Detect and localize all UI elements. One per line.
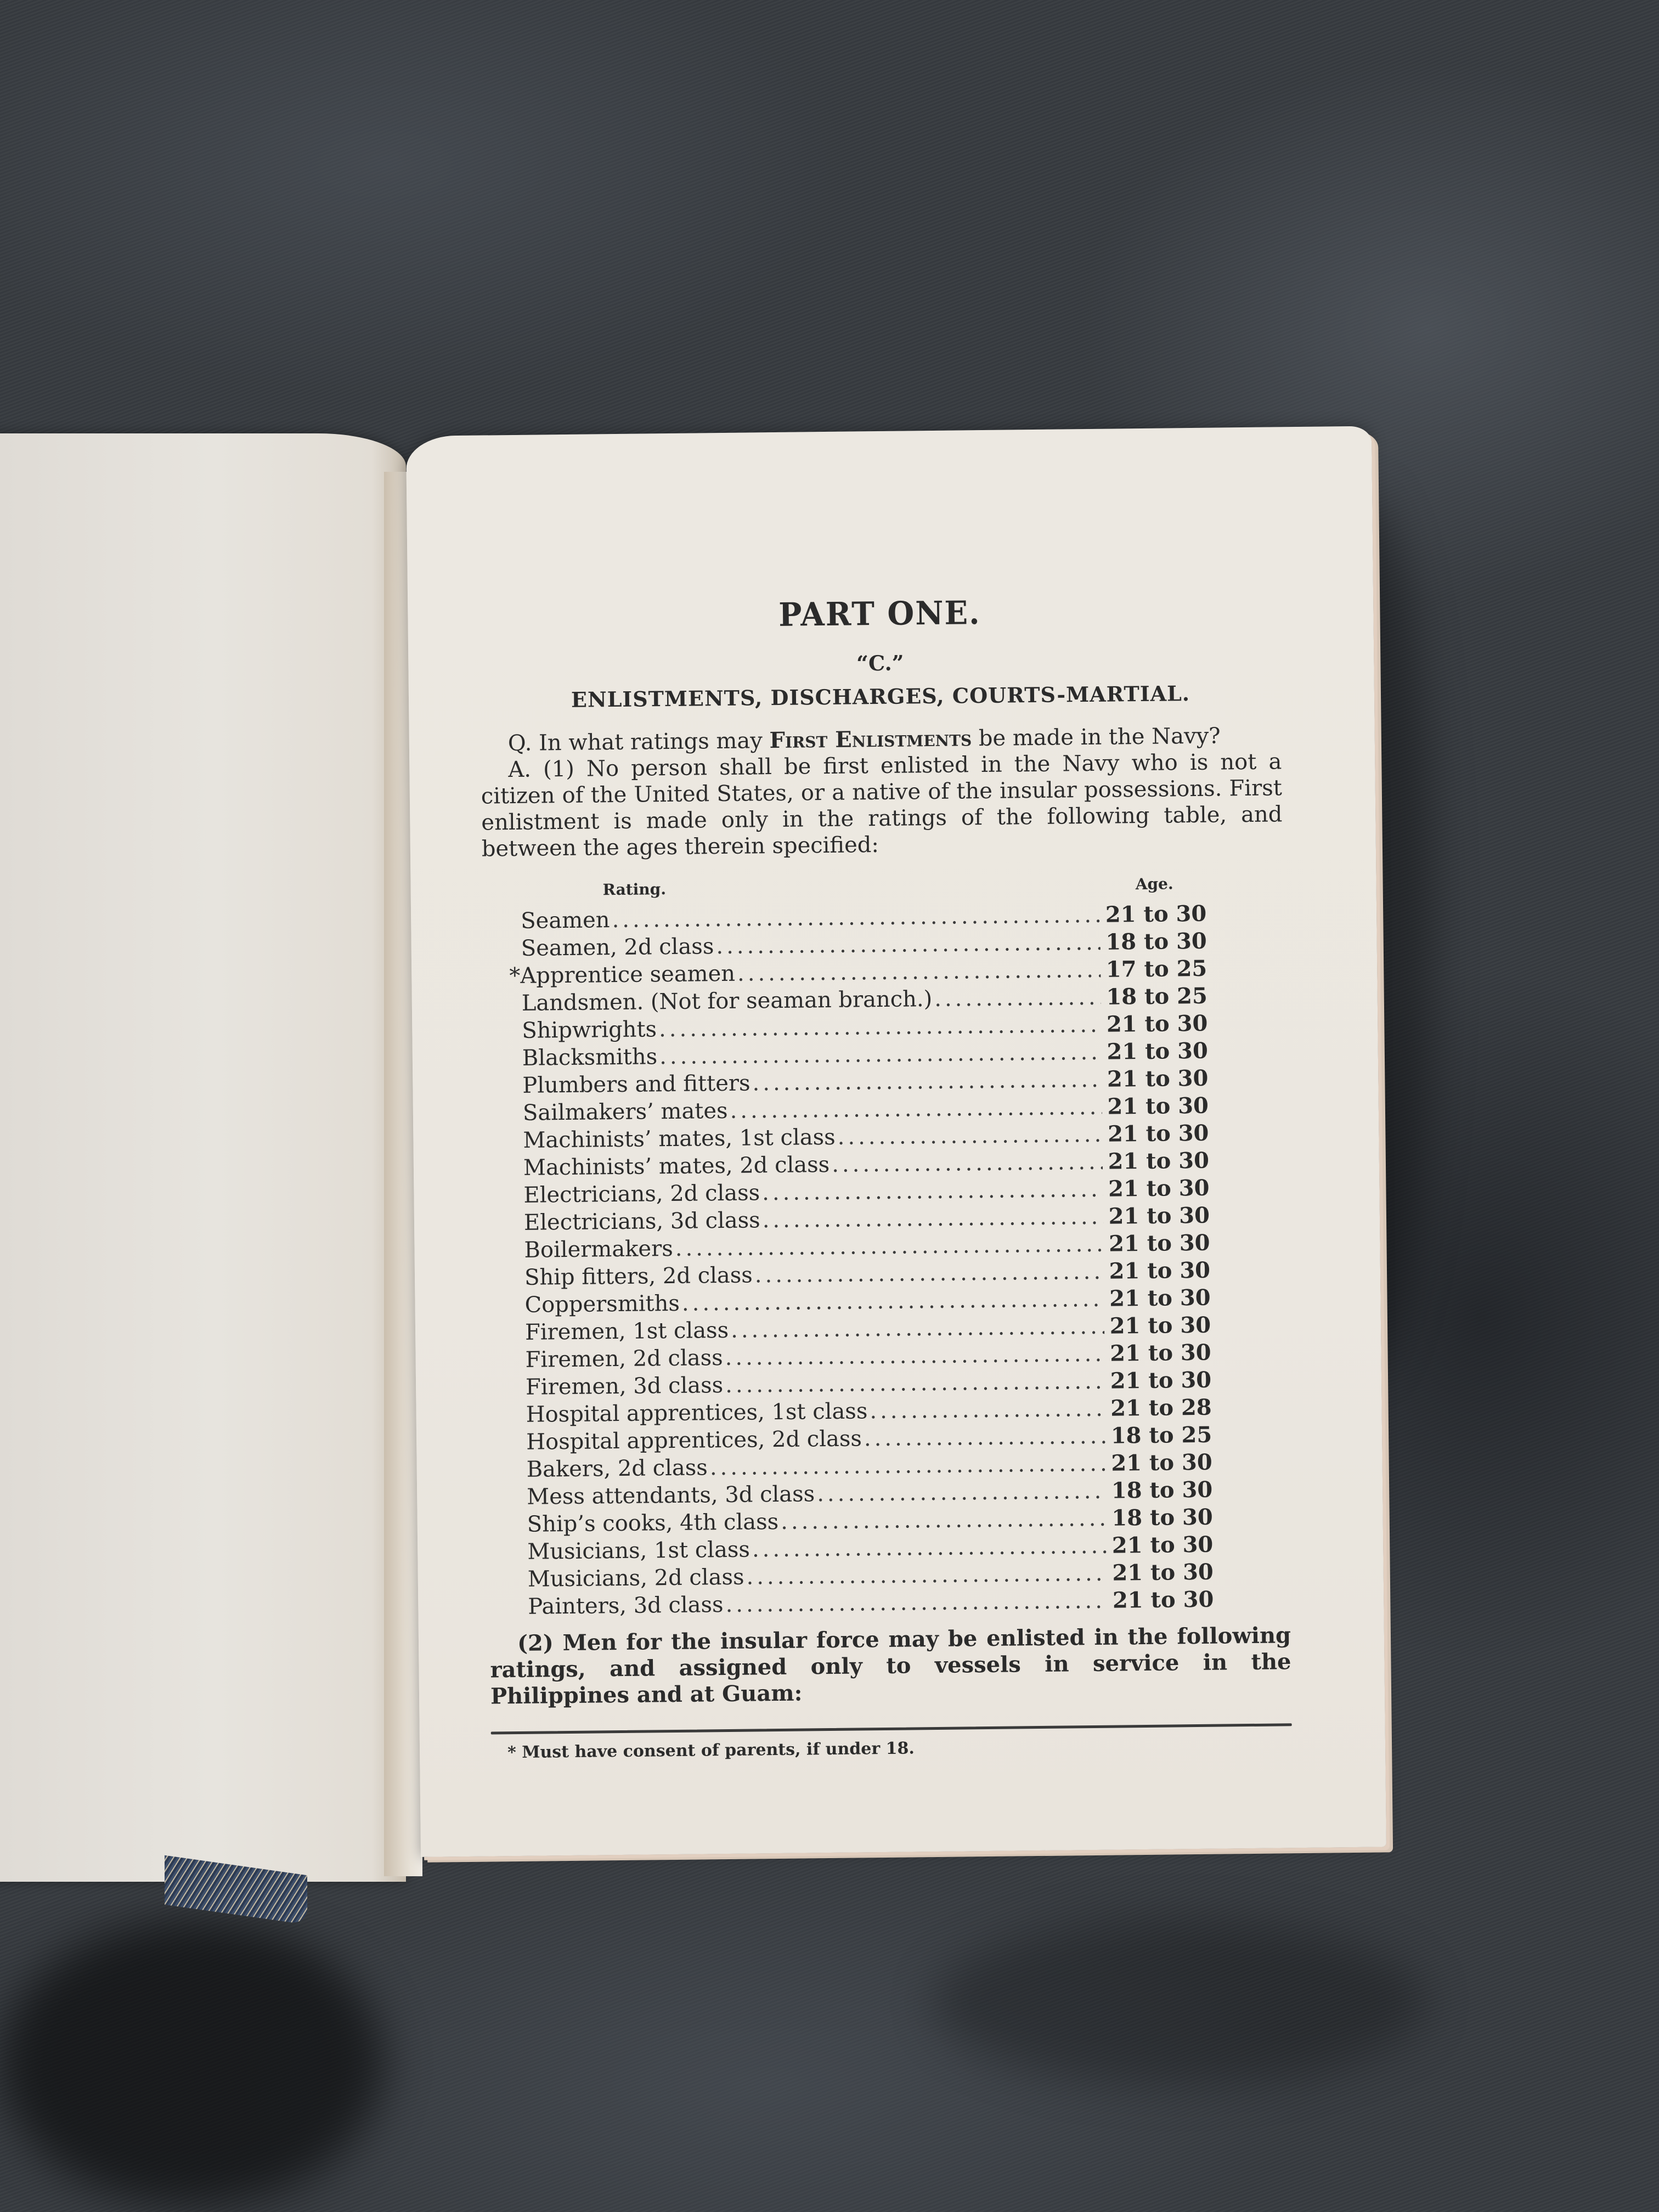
age-range: 21 to 30	[1109, 1284, 1211, 1312]
age-range: 21 to 30	[1106, 1010, 1208, 1037]
footnote: * Must have consent of parents, if under 18.	[507, 1739, 915, 1763]
rating-label: Painters, 3d class	[528, 1592, 724, 1620]
rating-name	[509, 960, 736, 990]
age-range: 21 to 30	[1111, 1449, 1212, 1476]
rating-label: Bakers, 2d class	[526, 1455, 708, 1482]
section-title: ENLISTMENTS, DISCHARGES, COURTS-MARTIAL.	[571, 681, 1190, 712]
age-range: 21 to 30	[1108, 1147, 1210, 1175]
dot-leader	[864, 1423, 1106, 1453]
dot-leader	[934, 984, 1101, 1013]
ratings-table	[509, 874, 1214, 1621]
rating-label: Seamen	[521, 907, 610, 934]
age-range: 21 to 30	[1107, 1037, 1209, 1065]
rating-label: Electricians, 3d class	[523, 1207, 760, 1235]
dot-leader	[730, 1093, 1102, 1125]
rating-name	[524, 1261, 753, 1291]
age-range: 21 to 30	[1109, 1257, 1211, 1284]
dot-leader	[731, 1313, 1104, 1344]
question-prefix: Q. In what ratings may	[507, 728, 770, 757]
dot-leader	[725, 1340, 1104, 1372]
rating-name	[524, 1290, 680, 1319]
age-range: 21 to 30	[1107, 1120, 1209, 1147]
dot-leader	[762, 1176, 1103, 1207]
right-page	[406, 426, 1386, 1857]
age-range: 21 to 30	[1111, 1531, 1214, 1559]
age-range: 21 to 30	[1110, 1367, 1212, 1394]
footnote-marker: *	[509, 963, 521, 989]
rating-label: Hospital apprentices, 1st class	[526, 1398, 868, 1427]
rating-label: Landsmen. (Not for seaman branch.)	[521, 986, 933, 1016]
age-range: 21 to 30	[1105, 900, 1207, 928]
rating-name	[524, 1206, 760, 1237]
rating-name	[522, 985, 933, 1017]
dot-leader	[762, 1203, 1103, 1234]
answer-paragraph-2: (2) Men for the insular force may be enlisted in the following ratings, and assigned only to vessels in service in the Philippines and at Guam:	[490, 1622, 1291, 1709]
age-range: 21 to 30	[1108, 1175, 1210, 1202]
left-page	[0, 433, 406, 1882]
dot-leader	[837, 1121, 1102, 1151]
rating-name	[522, 1043, 658, 1072]
rating-name	[521, 933, 714, 962]
rating-name	[527, 1508, 779, 1538]
page-content	[479, 591, 1292, 1762]
dot-leader	[746, 1560, 1107, 1591]
table-body	[509, 900, 1214, 1621]
rating-label: Musicians, 1st class	[527, 1537, 751, 1565]
rating-name	[526, 1397, 867, 1429]
rating-name	[527, 1480, 815, 1510]
dot-leader	[675, 1231, 1103, 1262]
age-range: 17 to 25	[1105, 955, 1207, 983]
age-range: 18 to 30	[1111, 1476, 1213, 1504]
age-range: 18 to 25	[1106, 983, 1208, 1010]
rating-label: Musicians, 2d class	[527, 1564, 744, 1592]
rating-label: Mess attendants, 3d class	[527, 1481, 815, 1510]
rating-name	[526, 1425, 862, 1455]
rating-name	[523, 1179, 760, 1209]
rating-name	[523, 1124, 836, 1154]
rating-label: Ship fitters, 2d class	[524, 1262, 753, 1290]
rating-name	[521, 906, 610, 935]
dot-leader	[752, 1532, 1107, 1564]
footnote-rule	[491, 1723, 1292, 1734]
dot-leader	[737, 956, 1101, 988]
dot-leader	[752, 1066, 1102, 1097]
dot-leader	[710, 1450, 1106, 1482]
age-range: 21 to 30	[1109, 1312, 1211, 1339]
age-range: 21 to 30	[1107, 1065, 1209, 1092]
rating-name	[522, 1015, 657, 1045]
age-range: 21 to 30	[1108, 1229, 1210, 1257]
dot-leader	[682, 1285, 1104, 1317]
rating-name	[523, 1097, 728, 1127]
rating-label: Firemen, 1st class	[524, 1317, 729, 1345]
fabric-fold-shadow	[933, 1920, 1426, 2085]
rating-label: Sailmakers’ mates	[522, 1098, 728, 1126]
age-range: 18 to 30	[1111, 1504, 1213, 1531]
part-title: PART ONE.	[778, 594, 981, 634]
dot-leader	[725, 1587, 1107, 1618]
fabric-fold-shadow	[0, 1920, 384, 2205]
dot-leader	[781, 1505, 1107, 1536]
header-rating: Rating.	[602, 880, 667, 899]
age-range: 21 to 30	[1109, 1339, 1211, 1367]
dot-leader	[755, 1258, 1104, 1289]
rating-label: Firemen, 3d class	[525, 1373, 724, 1400]
rating-label: Shipwrights	[522, 1017, 657, 1043]
age-range: 21 to 28	[1110, 1394, 1212, 1421]
rating-label: Boilermakers	[524, 1235, 673, 1263]
rating-name	[522, 1069, 751, 1099]
dot-leader	[659, 1039, 1102, 1070]
rating-name	[525, 1344, 723, 1374]
dot-leader	[817, 1477, 1107, 1508]
rating-label: Electricians, 2d class	[523, 1180, 760, 1208]
age-range: 21 to 30	[1112, 1559, 1214, 1586]
rating-label: Ship’s cooks, 4th class	[527, 1509, 779, 1537]
dot-leader	[832, 1148, 1103, 1178]
rating-label: Apprentice seamen	[520, 961, 736, 989]
dot-leader	[870, 1395, 1105, 1425]
age-range: 18 to 25	[1110, 1421, 1212, 1449]
dot-leader	[659, 1011, 1102, 1043]
rating-label: Hospital apprentices, 2d class	[526, 1426, 862, 1455]
header-age: Age.	[1135, 874, 1173, 894]
rating-name	[526, 1372, 724, 1401]
rating-name	[523, 1151, 830, 1182]
rating-name	[525, 1317, 729, 1346]
rating-label: Blacksmiths	[522, 1044, 658, 1071]
question-emphasis: First Enlistments	[769, 725, 972, 754]
section-letter: “C.”	[856, 650, 904, 676]
rating-label: Machinists’ mates, 2d class	[523, 1152, 830, 1181]
rating-name	[524, 1235, 673, 1264]
dot-leader	[725, 1368, 1105, 1399]
question-suffix: be made in the Navy?	[971, 723, 1221, 752]
age-range: 21 to 30	[1108, 1202, 1210, 1229]
rating-name	[527, 1536, 750, 1566]
rating-name	[528, 1564, 744, 1593]
rating-label: Firemen, 2d class	[525, 1345, 723, 1373]
rating-label: Seamen, 2d class	[521, 934, 714, 961]
answer-paragraph-1: A. (1) No person shall be first enlisted in the Navy who is not a citizen of the United States, or a native of the insular possessions. First enlistment is made only in the ratings of the following table, and between the ages therein specified:	[481, 749, 1283, 862]
rating-name	[528, 1591, 724, 1621]
rating-label: Coppersmiths	[524, 1290, 680, 1318]
table-header	[521, 874, 1206, 900]
age-range: 21 to 30	[1112, 1586, 1214, 1613]
rating-name	[526, 1454, 708, 1483]
age-range: 21 to 30	[1107, 1092, 1209, 1120]
rating-label: Machinists’ mates, 1st class	[523, 1124, 836, 1153]
age-range: 18 to 30	[1105, 928, 1207, 955]
dot-leader	[716, 929, 1101, 960]
rating-label: Plumbers and fitters	[522, 1070, 751, 1098]
